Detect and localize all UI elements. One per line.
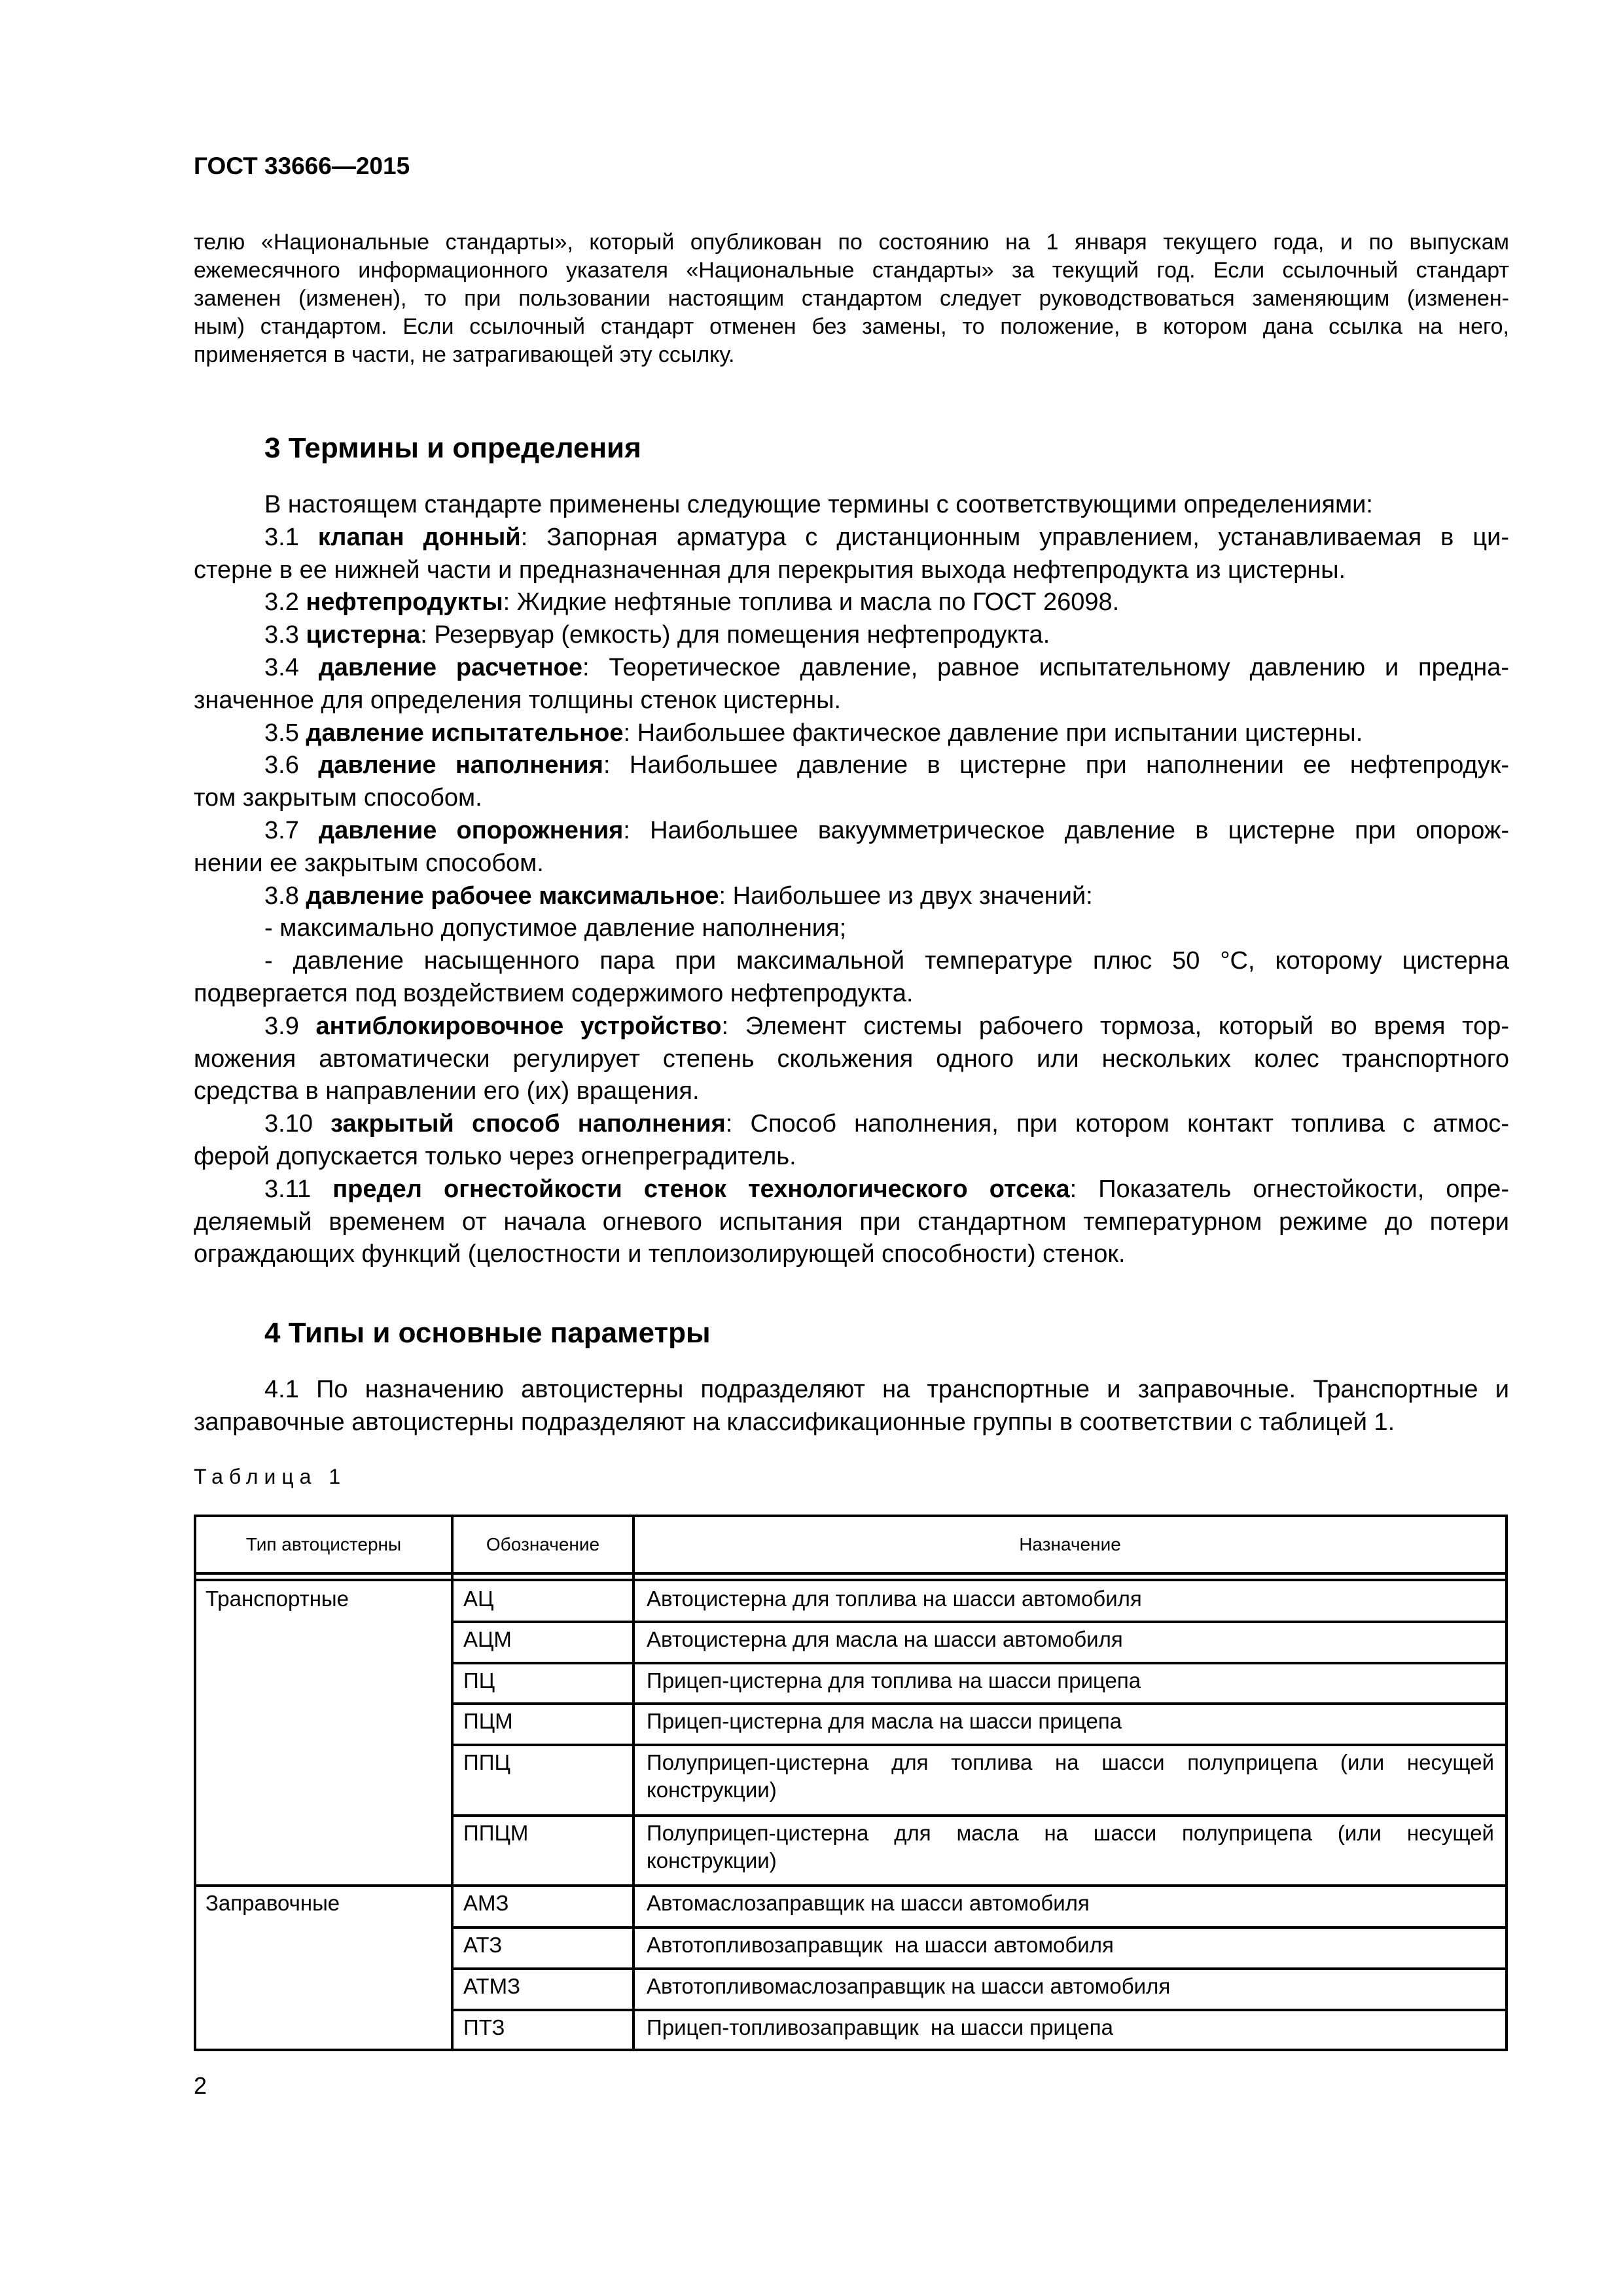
text-line: применяется в части, не затрагивающей эту ссылку. [194, 342, 735, 367]
code-cell: ПЦМ [463, 1709, 513, 1733]
term-3-3 [194, 619, 1509, 652]
term-3-1 [194, 522, 1509, 554]
text-line: можения автоматически регулирует степень скольжения одного или нескольких колес транспортного [194, 1045, 1509, 1073]
purpose-text: Прицеп-цистерна для топлива на шасси прицепа [647, 1668, 1141, 1693]
row-divider [451, 1926, 1508, 1929]
purpose-cell [647, 1973, 1494, 2000]
purpose-text: Автотопливомаслозаправщик на шасси автомобиля [647, 1974, 1171, 1998]
purpose-text: Автоцистерна для масла на шасси автомобиля [647, 1627, 1123, 1651]
term-number: 3.7 [264, 816, 319, 844]
purpose-cell [647, 1749, 1494, 1804]
term-definition: : Наибольшее давление в цистерне при наполнении ее нефтепродук- [603, 751, 1510, 780]
purpose-text: Полуприцеп-цистерна для топлива на шасси полуприцепа (или несущей [647, 1750, 1494, 1774]
purpose-cell [647, 1890, 1494, 1917]
purpose-text: Автоцистерна для топлива на шасси автомобиля [647, 1587, 1142, 1611]
term-number: 3.1 [264, 523, 318, 551]
text-line: телю «Национальные стандарты», который опубликован по состоянию на 1 января текущего года, и по выпускам [194, 230, 1509, 255]
section-3-intro-line: В настоящем стандарте применены следующие термины с соответствующими определениями: [264, 491, 1373, 518]
term-number: 3.9 [264, 1012, 316, 1040]
text-line: ежемесячного информационного указателя «Национальные стандарты» за текущий год. Если ссылочный стандарт [194, 258, 1509, 283]
term-number: 3.6 [264, 751, 319, 780]
code-cell: ПЦ [463, 1668, 495, 1693]
term-3-6 [194, 749, 1509, 782]
purpose-text: Прицеп-топливозаправщик на шасси прицепа [647, 2015, 1113, 2039]
term-number: 3.8 [264, 882, 306, 910]
term-3-7 [194, 815, 1509, 848]
term-name: антиблокировочное устройство [315, 1012, 722, 1040]
text-line: средства в направлении его (их) вращения. [194, 1077, 700, 1105]
text-line: подвергается под воздействием содержимого нефтепродукта. [194, 979, 914, 1007]
intro-paragraph [194, 228, 1509, 369]
term-number: 3.5 [264, 719, 306, 747]
table-1 [194, 1515, 1508, 2051]
group-type-cell: Транспортные [205, 1587, 349, 1611]
term-name: цистерна [306, 621, 421, 649]
term-name: давление испытательное [306, 719, 624, 747]
text-line: 4.1 По назначению автоцистерны подразделяют на транспортные и заправочные. Транспортные и [264, 1376, 1509, 1403]
group-divider [194, 1884, 1508, 1887]
page-number: 2 [194, 2072, 207, 2099]
term-3-4 [194, 652, 1509, 685]
text-line: ным) стандартом. Если ссылочный стандарт отменен без замены, то положение, в котором дана ссылка на него, [194, 314, 1509, 339]
term-3-8 [194, 880, 1509, 913]
row-divider [451, 1967, 1508, 1970]
row-divider [451, 1662, 1508, 1664]
paragraph-4-1 [194, 1374, 1509, 1439]
header-divider [194, 1579, 1508, 1581]
list-item: - давление насыщенного пара при максимальной температуре плюс 50 °С, которому цистерна [264, 947, 1509, 975]
purpose-cell [647, 2014, 1494, 2041]
term-definition: : Способ наполнения, при котором контакт топлива с атмос- [725, 1110, 1509, 1138]
term-name: клапан донный [317, 523, 521, 551]
purpose-text: Полуприцеп-цистерна для масла на шасси полуприцепа (или несущей [647, 1821, 1494, 1845]
code-cell: ППЦ [463, 1750, 510, 1774]
table-border-bottom [194, 2049, 1508, 2051]
term-number: 3.4 [264, 653, 319, 681]
term-3-10 [194, 1108, 1509, 1141]
term-name: нефтепродукты [306, 588, 503, 617]
text-line: стерне в ее нижней части и предназначенная для перекрытия выхода нефтепродукта из цистерны. [194, 556, 1346, 584]
term-name: предел огнестойкости стенок технологического отсека [332, 1175, 1070, 1203]
table-border-left [194, 1515, 196, 2051]
code-cell: АЦ [463, 1587, 494, 1611]
row-divider [451, 1702, 1508, 1705]
row-divider [451, 1621, 1508, 1623]
term-number: 3.11 [264, 1175, 333, 1203]
code-cell: ППЦМ [463, 1821, 529, 1845]
term-definition: : Показатель огнестойкости, опре- [1069, 1175, 1510, 1203]
term-3-11 [194, 1174, 1509, 1206]
term-number: 3.10 [264, 1110, 331, 1138]
purpose-cell [647, 1708, 1494, 1735]
header-divider [194, 1572, 1508, 1575]
purpose-cell [647, 1626, 1494, 1653]
code-cell: АТМЗ [463, 1974, 521, 1998]
term-definition: : Наибольшее вакуумметрическое давление в цистерне при опорож- [623, 816, 1509, 844]
list-item: - максимально допустимое давление наполнения; [264, 914, 847, 942]
purpose-cell [647, 1585, 1494, 1613]
term-definition: : Элемент системы рабочего тормоза, который во время тор- [721, 1012, 1510, 1040]
term-definition: : Наибольшее из двух значений: [719, 882, 1093, 910]
column-header-type: Тип автоцистерны [245, 1534, 402, 1554]
term-name: закрытый способ наполнения [330, 1110, 726, 1138]
text-line: том закрытым способом. [194, 784, 482, 812]
purpose-cell [647, 1931, 1494, 1959]
purpose-text: Автотопливозаправщик на шасси автомобиля [647, 1933, 1114, 1957]
term-definition: : Наибольшее фактическое давление при испытании цистерны. [623, 719, 1363, 747]
code-cell: АМЗ [463, 1891, 509, 1915]
text-line: значенное для определения толщины стенок цистерны. [194, 686, 842, 714]
term-number: 3.2 [264, 588, 306, 617]
term-name: давление расчетное [318, 653, 582, 681]
group-type-cell: Заправочные [205, 1891, 340, 1915]
term-name: давление наполнения [318, 751, 603, 780]
section-3-heading: 3 Термины и определения [264, 432, 641, 464]
column-header-purpose: Назначение [1019, 1534, 1121, 1554]
term-number: 3.3 [264, 621, 306, 649]
term-definition: : Жидкие нефтяные топлива и масла по ГОСТ 26098. [503, 588, 1120, 617]
term-3-5 [194, 717, 1509, 750]
text-line: заправочные автоцистерны подразделяют на классификационные группы в соответствии с таблицей 1. [194, 1408, 1395, 1436]
column-divider [632, 1515, 635, 2051]
document-code-header: ГОСТ 33666—2015 [194, 152, 410, 179]
code-cell: ПТЗ [463, 2015, 505, 2039]
text-line: деляемый временем от начала огневого испытания при стандартном температурном режиме до потери [194, 1208, 1509, 1236]
term-definition: : Резервуар (емкость) для помещения нефтепродукта. [420, 621, 1050, 649]
term-name: давление опорожнения [319, 816, 624, 844]
term-definition: : Запорная арматура с дистанционным управлением, устанавливаемая в ци- [520, 523, 1509, 551]
term-3-2 [194, 586, 1509, 619]
text-line: нении ее закрытым способом. [194, 849, 544, 877]
term-3-9 [194, 1011, 1509, 1043]
row-divider [451, 1744, 1508, 1746]
text-line: ограждающих функций (целостности и теплоизолирующей способности) стенок. [194, 1240, 1126, 1268]
section-4-heading: 4 Типы и основные параметры [264, 1317, 711, 1349]
purpose-text: Автомаслозаправщик на шасси автомобиля [647, 1891, 1090, 1915]
section-3-body [194, 489, 1509, 1271]
table-border-right [1505, 1515, 1508, 2051]
term-definition: : Теоретическое давление, равное испытательному давлению и предна- [582, 653, 1509, 681]
text-line: заменен (изменен), то при пользовании настоящим стандартом следует руководствоваться заменяющим (изменен- [194, 286, 1509, 311]
purpose-cell [647, 1667, 1494, 1695]
purpose-text: конструкции) [647, 1778, 777, 1802]
code-cell: АТЗ [463, 1933, 503, 1957]
row-divider [451, 1814, 1508, 1817]
purpose-text: конструкции) [647, 1848, 777, 1873]
purpose-cell [647, 1820, 1494, 1874]
purpose-text: Прицеп-цистерна для масла на шасси прицепа [647, 1709, 1122, 1733]
term-name: давление рабочее максимальное [306, 882, 719, 910]
row-divider [451, 2009, 1508, 2011]
table-caption: Таблица 1 [194, 1465, 347, 1488]
code-cell: АЦМ [463, 1627, 512, 1651]
text-line: ферой допускается только через огнепреградитель. [194, 1142, 796, 1170]
column-divider [451, 1515, 454, 2051]
column-header-code: Обозначение [486, 1534, 600, 1554]
